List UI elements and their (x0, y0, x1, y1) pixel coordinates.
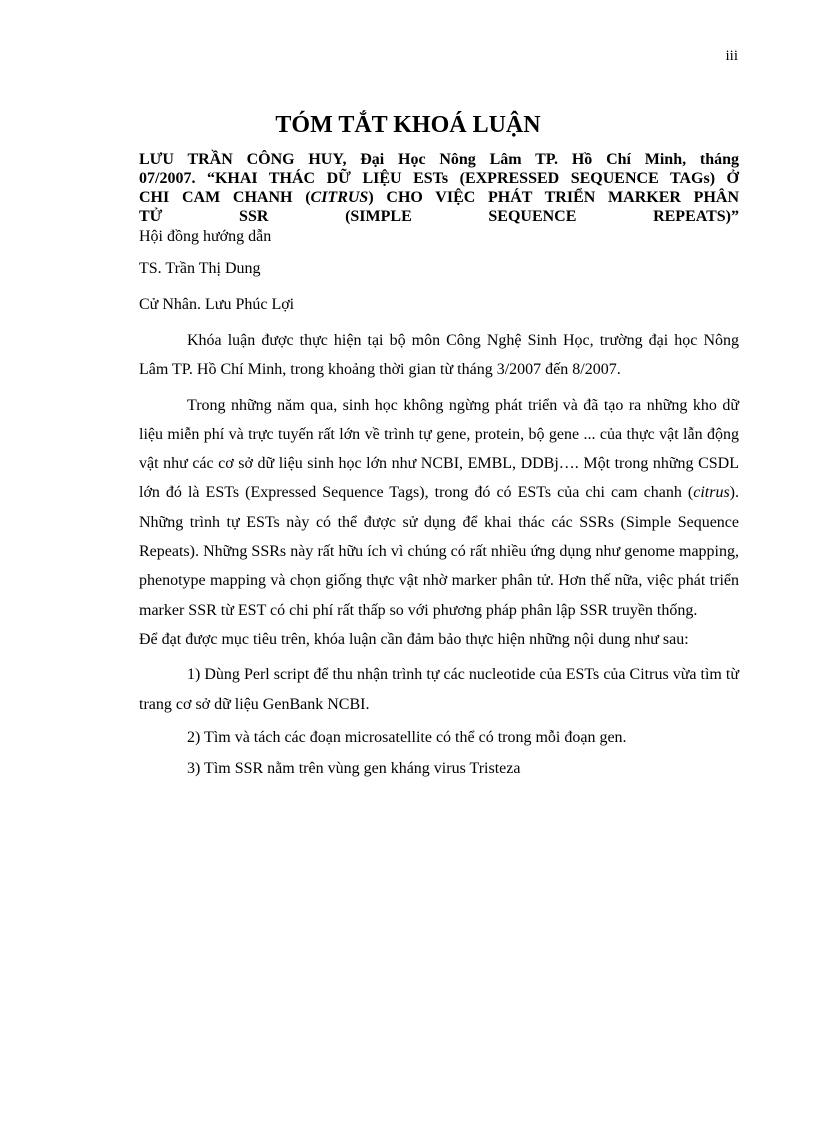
list-item-2: 2) Tìm và tách các đoạn microsatellite có thể có trong mỗi đoạn gen. (187, 728, 627, 746)
paragraph-2 (139, 391, 739, 625)
thesis-header-italic: CITRUS (310, 189, 369, 206)
page-number: iii (725, 48, 738, 64)
supervisor-2: Cử Nhân. Lưu Phúc Lợi (139, 296, 295, 313)
thesis-header-line-1: LƯU TRẦN CÔNG HUY, Đại Học Nông Lâm TP. Hồ Chí Minh, tháng (139, 151, 739, 168)
paragraph-3: Để đạt được mục tiêu trên, khóa luận cần đảm bảo thực hiện những nội dung như sau: (139, 630, 689, 648)
paragraph-2-italic: citrus (693, 484, 730, 502)
paragraph-2a: Trong những năm qua, sinh học không ngừng phát triển và đã tạo ra những kho dữ liệu miễn phí và trực tuyến rất lớn về trình tự gene, protein, bộ gene ... của thực vật lẫn động vật như các cơ sở dữ liệu sinh học lớn như NCBI, EMBL, DDBj…. Một trong những CSDL lớn đó là ESTs (Expressed Sequence Tags), trong đó có ESTs của chi cam chanh ( (139, 396, 739, 502)
thesis-header-line-3a: CHI CAM CHANH ( (139, 189, 311, 206)
thesis-header-line-3b: ) CHO VIỆC PHÁT TRIỂN MARKER PHÂN (368, 189, 739, 206)
thesis-header-line-4: TỬ SSR (SIMPLE SEQUENCE REPEATS)” (139, 208, 739, 225)
supervisor-1: TS. Trần Thị Dung (139, 260, 261, 277)
document-body (139, 150, 739, 783)
list-item-3: 3) Tìm SSR nằm trên vùng gen kháng virus Tristeza (187, 760, 521, 778)
thesis-header-line-3 (139, 188, 739, 207)
paragraph-1: Khóa luận được thực hiện tại bộ môn Công Nghệ Sinh Học, trường đại học Nông Lâm TP. Hồ Chí Minh, trong khoảng thời gian từ tháng 3/2007 đến 8/2007. (139, 332, 739, 379)
paragraph-2b: ). Những trình tự ESTs này có thể được sử dụng để khai thác các SSRs (Simple Sequence Repeats). Những SSRs này rất hữu ích vì chúng có rất nhiều ứng dụng như genome mapping, phenotype mapping và chọn giống thực vật nhờ marker phân tử. Hơn thế nữa, việc phát triển marker SSR từ EST có chi phí rất thấp so với phương pháp phân lập SSR truyền thống. (139, 484, 739, 619)
list-item-1: 1) Dùng Perl script để thu nhận trình tự các nucleotide của ESTs của Citrus vừa tìm từ trang cơ sở dữ liệu GenBank NCBI. (139, 666, 739, 713)
supervisors-label: Hội đồng hướng dẫn (139, 228, 272, 245)
thesis-header-line-2: 07/2007. “KHAI THÁC DỮ LIỆU ESTs (EXPRESSED SEQUENCE TAGs) Ở (139, 170, 739, 187)
page-title: TÓM TẮT KHOÁ LUẬN (275, 112, 541, 138)
